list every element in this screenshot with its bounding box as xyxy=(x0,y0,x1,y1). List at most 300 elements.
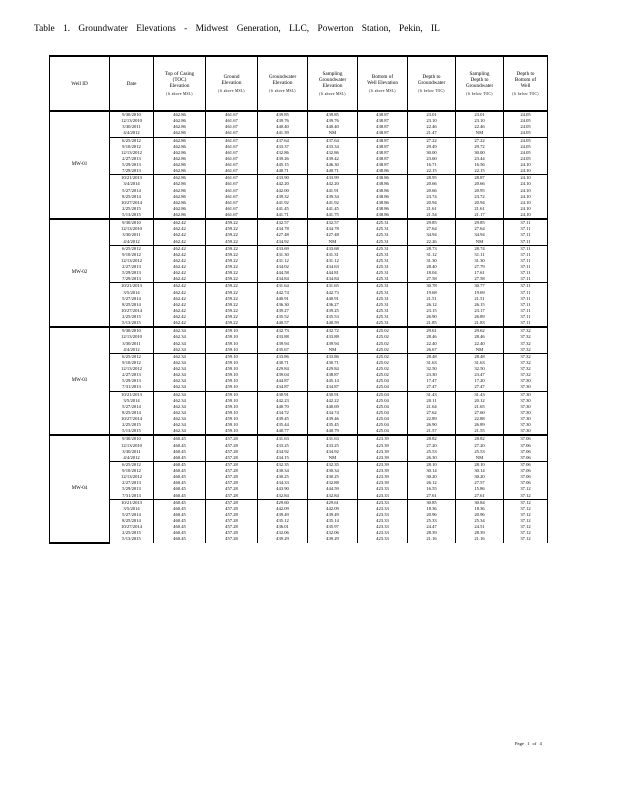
table-cell: 460.45 xyxy=(154,518,206,524)
table-row xyxy=(50,536,548,542)
table-cell: 441.92 xyxy=(258,200,308,206)
table-cell: 24.10 xyxy=(504,194,548,200)
table-cell: 459.22 xyxy=(206,239,258,246)
table-cell: 438.86 xyxy=(358,200,408,206)
table-cell: 2/25/2015 xyxy=(110,206,154,212)
table-cell: 30.14 xyxy=(408,468,456,474)
table-cell: 460.45 xyxy=(154,499,206,506)
table-cell: 30.20 xyxy=(456,474,504,480)
table-cell: 457.28 xyxy=(206,518,258,524)
table-cell: 442.22 xyxy=(308,398,358,404)
table-cell: 7/29/2013 xyxy=(110,276,154,283)
table-cell: 17.61 xyxy=(456,270,504,276)
table-cell: 21.57 xyxy=(408,428,456,435)
table-cell: 24.10 xyxy=(504,206,548,212)
table-cell: 4/4/2012 xyxy=(110,239,154,246)
table-cell: 431.64 xyxy=(258,283,308,290)
table-cell: 459.10 xyxy=(206,404,258,410)
table-cell: 457.28 xyxy=(206,435,258,442)
table-cell: 462.86 xyxy=(154,144,206,150)
table-cell: 3/30/2011 xyxy=(110,449,154,455)
table-cell: 431.12 xyxy=(308,258,358,264)
table-cell: 37.11 xyxy=(504,232,548,238)
table-cell: 8/25/2014 xyxy=(110,302,154,308)
table-header xyxy=(50,56,548,111)
table-cell: 462.42 xyxy=(154,283,206,290)
column-header-line: Date xyxy=(126,80,137,87)
table-cell: 27.62 xyxy=(408,410,456,416)
table-row xyxy=(50,327,548,334)
table-cell: 37.32 xyxy=(504,353,548,360)
column-header xyxy=(456,56,504,111)
table-cell: 425.31 xyxy=(358,226,408,232)
table-cell: 436.30 xyxy=(258,302,308,308)
table-cell: 461.67 xyxy=(206,194,258,200)
table-cell: 425.31 xyxy=(358,258,408,264)
column-header xyxy=(206,56,258,111)
table-cell: 21.65 xyxy=(456,404,504,410)
table-cell: 436.27 xyxy=(308,302,358,308)
table-cell: 16.56 xyxy=(456,162,504,168)
table-cell: 26.89 xyxy=(456,422,504,428)
table-row xyxy=(50,353,548,360)
table-cell: 30.85 xyxy=(408,499,456,506)
table-cell: 457.28 xyxy=(206,449,258,455)
table-cell: 10/27/2014 xyxy=(110,416,154,422)
table-cell: 439.49 xyxy=(308,512,358,518)
table-cell: 423.33 xyxy=(358,486,408,492)
table-cell: 425.04 xyxy=(358,391,408,398)
table-cell: 439.49 xyxy=(258,512,308,518)
table-cell: 21.16 xyxy=(456,536,504,542)
table-cell: 457.28 xyxy=(206,506,258,512)
table-cell: 27.79 xyxy=(456,264,504,270)
table-cell: 423.33 xyxy=(358,530,408,536)
table-cell: 462.42 xyxy=(154,320,206,327)
table-cell: 434.87 xyxy=(258,384,308,391)
table-cell: 37.12 xyxy=(504,512,548,518)
table-cell: 462.42 xyxy=(154,258,206,264)
table-cell: 433.88 xyxy=(308,334,358,340)
table-cell: 425.02 xyxy=(358,353,408,360)
table-cell: 27.64 xyxy=(408,226,456,232)
table-cell: NM xyxy=(456,347,504,354)
table-cell: 430.34 xyxy=(258,468,308,474)
table-cell: 462.34 xyxy=(154,410,206,416)
table-cell: 462.86 xyxy=(154,111,206,118)
table-cell: 5/13/2015 xyxy=(110,428,154,435)
table-cell: 462.86 xyxy=(154,181,206,187)
table-cell: 462.34 xyxy=(154,327,206,334)
column-header-line: Elevation xyxy=(322,83,343,89)
table-cell: 434.78 xyxy=(258,226,308,232)
table-cell: 9/30/2010 xyxy=(110,111,154,118)
table-cell: 462.42 xyxy=(154,219,206,226)
table-cell: 442.09 xyxy=(258,506,308,512)
table-cell: 30.00 xyxy=(456,150,504,156)
table-cell: 37.11 xyxy=(504,270,548,276)
table-cell: 10/27/2014 xyxy=(110,308,154,314)
table-cell: 3/4/2014 xyxy=(110,181,154,187)
table-cell: 430.34 xyxy=(308,468,358,474)
table-cell: 27.61 xyxy=(456,493,504,500)
table-cell: 29.72 xyxy=(456,144,504,150)
table-cell: 28.74 xyxy=(456,245,504,252)
table-cell: 30.77 xyxy=(456,283,504,290)
table-cell: 28.10 xyxy=(408,461,456,468)
table-cell: 37.11 xyxy=(504,308,548,314)
table-cell: 433.90 xyxy=(258,175,308,182)
table-cell: 4/4/2012 xyxy=(110,347,154,354)
table-cell: 31.30 xyxy=(408,258,456,264)
column-header-line: Sampling xyxy=(322,71,343,77)
table-cell: 438.86 xyxy=(358,188,408,194)
table-cell: 459.22 xyxy=(206,252,258,258)
table-cell: 457.28 xyxy=(206,486,258,492)
table-cell: 461.67 xyxy=(206,206,258,212)
table-cell: 31.30 xyxy=(456,258,504,264)
table-cell: 435.12 xyxy=(258,518,308,524)
table-cell: 461.67 xyxy=(206,111,258,118)
table-cell: 20.96 xyxy=(408,512,456,518)
table-cell: 439.76 xyxy=(308,118,358,124)
table-cell: 20.95 xyxy=(456,188,504,194)
table-cell: 37.32 xyxy=(504,366,548,372)
table-cell: 459.10 xyxy=(206,347,258,354)
table-cell: 461.67 xyxy=(206,144,258,150)
table-cell: 25.53 xyxy=(456,449,504,455)
table-cell: 21.47 xyxy=(408,130,456,137)
table-cell: 37.32 xyxy=(504,372,548,378)
table-cell: 17.47 xyxy=(408,378,456,384)
table-cell: 439.25 xyxy=(308,308,358,314)
table-cell: 7/31/2013 xyxy=(110,384,154,391)
table-cell: 26.15 xyxy=(456,302,504,308)
table-cell: 19.68 xyxy=(408,290,456,296)
table-cell: 425.31 xyxy=(358,296,408,302)
table-cell: 461.67 xyxy=(206,137,258,144)
table-cell: 425.04 xyxy=(358,422,408,428)
table-cell: 462.34 xyxy=(154,366,206,372)
table-cell: 462.86 xyxy=(154,194,206,200)
table-cell: 31.63 xyxy=(408,360,456,366)
table-cell: 23.72 xyxy=(456,194,504,200)
table-cell: 438.87 xyxy=(358,156,408,162)
table-cell: 459.22 xyxy=(206,276,258,283)
table-cell: 8/25/2014 xyxy=(110,194,154,200)
table-cell: 37.11 xyxy=(504,226,548,232)
table-cell: 425.02 xyxy=(358,347,408,354)
table-cell: 425.31 xyxy=(358,314,408,320)
table-cell: 430.71 xyxy=(308,360,358,366)
table-cell: 462.34 xyxy=(154,422,206,428)
table-cell: 460.45 xyxy=(154,474,206,480)
table-cell: 29.85 xyxy=(456,219,504,226)
table-row xyxy=(50,168,548,175)
table-cell: 460.45 xyxy=(154,443,206,449)
table-cell: 457.28 xyxy=(206,461,258,468)
table-cell: 432.72 xyxy=(308,327,358,334)
table-cell: 24.05 xyxy=(504,137,548,144)
table-cell: 431.63 xyxy=(308,435,358,442)
table-cell: 37.30 xyxy=(504,391,548,398)
table-cell: 30.84 xyxy=(456,499,504,506)
column-header-line: Elevation xyxy=(272,80,293,86)
table-cell: 432.35 xyxy=(258,461,308,468)
table-cell: 425.04 xyxy=(358,384,408,391)
column-unit: (ft above MSL) xyxy=(218,89,245,93)
column-header xyxy=(258,56,308,111)
table-cell: 457.28 xyxy=(206,499,258,506)
table-cell: 432.57 xyxy=(258,219,308,226)
table-cell: 425.31 xyxy=(358,245,408,252)
table-cell: 37.11 xyxy=(504,264,548,270)
table-cell: 437.64 xyxy=(258,137,308,144)
table-cell: 461.67 xyxy=(206,124,258,130)
table-cell: 37.11 xyxy=(504,239,548,246)
table-cell: 457.28 xyxy=(206,530,258,536)
table-cell: 2/25/2015 xyxy=(110,314,154,320)
table-cell: 429.60 xyxy=(258,499,308,506)
table-cell: 462.42 xyxy=(154,245,206,252)
table-cell: 432.88 xyxy=(308,480,358,486)
table-cell: 26.90 xyxy=(408,314,456,320)
table-cell: 457.28 xyxy=(206,468,258,474)
table-cell: 441.39 xyxy=(258,130,308,137)
table-cell: 432.57 xyxy=(308,219,358,226)
column-header xyxy=(154,56,206,111)
table-cell: 19.69 xyxy=(456,290,504,296)
table-cell: 433.69 xyxy=(258,245,308,252)
table-cell: 28.39 xyxy=(456,530,504,536)
table-cell: 6/25/2012 xyxy=(110,245,154,252)
table-cell: 460.45 xyxy=(154,468,206,474)
table-cell: 462.42 xyxy=(154,252,206,258)
table-cell: 438.87 xyxy=(358,111,408,118)
table-cell: 462.42 xyxy=(154,270,206,276)
table-cell: 37.11 xyxy=(504,314,548,320)
table-cell: 459.10 xyxy=(206,360,258,366)
column-header-line: Depth to xyxy=(422,74,441,80)
table-cell: 437.64 xyxy=(308,137,358,144)
table-cell: 21.64 xyxy=(408,404,456,410)
well-id: MW-01 xyxy=(50,111,110,219)
table-cell: 26.90 xyxy=(408,422,456,428)
table-row xyxy=(50,428,548,435)
table-cell: 24.05 xyxy=(504,111,548,118)
table-cell: NM xyxy=(308,239,358,246)
table-cell: 21.51 xyxy=(456,296,504,302)
table-cell: 9/30/2010 xyxy=(110,219,154,226)
table-cell: 37.30 xyxy=(504,404,548,410)
table-cell: 430.25 xyxy=(308,474,358,480)
table-cell: 37.32 xyxy=(504,327,548,334)
table-cell: 434.84 xyxy=(308,276,358,283)
table-cell: 425.31 xyxy=(358,302,408,308)
table-cell: 461.67 xyxy=(206,188,258,194)
table-cell: 461.67 xyxy=(206,130,258,137)
table-cell: 461.67 xyxy=(206,181,258,187)
table-cell: 9/10/2012 xyxy=(110,144,154,150)
table-cell: 5/29/2013 xyxy=(110,270,154,276)
table-cell: 457.28 xyxy=(206,524,258,530)
table-cell: 37.12 xyxy=(504,486,548,492)
table-cell: 37.06 xyxy=(504,468,548,474)
table-cell: 457.28 xyxy=(206,443,258,449)
table-cell: 22.40 xyxy=(408,341,456,347)
table-cell: 439.32 xyxy=(258,194,308,200)
table-cell: 5/29/2013 xyxy=(110,378,154,384)
table-cell: NM xyxy=(308,347,358,354)
table-cell: 31.63 xyxy=(456,360,504,366)
table-cell: 29.61 xyxy=(408,327,456,334)
table-cell: 30.20 xyxy=(408,474,456,480)
table-cell: 24.10 xyxy=(504,168,548,175)
table-cell: 21.61 xyxy=(408,206,456,212)
table-cell: 438.86 xyxy=(358,206,408,212)
table-cell: 423.39 xyxy=(358,461,408,468)
table-cell: 37.12 xyxy=(504,506,548,512)
table-cell: 423.39 xyxy=(358,443,408,449)
table-cell: 459.22 xyxy=(206,264,258,270)
table-cell: 29.49 xyxy=(408,144,456,150)
table-cell: 427.48 xyxy=(258,232,308,238)
table-cell: 21.17 xyxy=(456,212,504,219)
table-cell: 27.57 xyxy=(456,480,504,486)
table-cell: 22.46 xyxy=(456,124,504,130)
table-cell: 429.84 xyxy=(258,366,308,372)
table-cell: 440.40 xyxy=(258,124,308,130)
table-cell: 435.52 xyxy=(258,314,308,320)
table-cell: 431.63 xyxy=(258,435,308,442)
table-cell: 28.48 xyxy=(408,353,456,360)
table-cell: 438.87 xyxy=(358,150,408,156)
table-cell: 3/5/2014 xyxy=(110,398,154,404)
table-cell: 27.47 xyxy=(456,384,504,391)
table-cell: 32.50 xyxy=(408,366,456,372)
table-cell: 423.39 xyxy=(358,468,408,474)
table-cell: 432.06 xyxy=(258,530,308,536)
table-cell: 37.06 xyxy=(504,443,548,449)
column-unit: (ft above MSL) xyxy=(369,89,396,93)
table-cell: 438.86 xyxy=(358,175,408,182)
column-header-line: Elevation xyxy=(221,80,242,86)
table-cell: 435.44 xyxy=(258,422,308,428)
table-row xyxy=(50,137,548,144)
table-cell: 446.30 xyxy=(308,162,358,168)
table-cell: 461.67 xyxy=(206,200,258,206)
table-cell: 37.30 xyxy=(504,416,548,422)
table-cell: 459.22 xyxy=(206,283,258,290)
table-cell: 20.94 xyxy=(408,200,456,206)
table-row xyxy=(50,461,548,468)
table-cell: 443.90 xyxy=(258,486,308,492)
table-cell: 4/4/2012 xyxy=(110,455,154,462)
table-cell: 9/30/2010 xyxy=(110,435,154,442)
table-cell: 438.87 xyxy=(358,162,408,168)
column-header-line: Depth to xyxy=(516,71,535,77)
table-cell: 23.17 xyxy=(456,308,504,314)
table-cell: 18.36 xyxy=(456,506,504,512)
table-cell: 434.15 xyxy=(258,455,308,462)
table-cell: 438.87 xyxy=(358,124,408,130)
table-cell: 26.89 xyxy=(456,314,504,320)
table-cell: 24.05 xyxy=(504,118,548,124)
table-cell: 37.12 xyxy=(504,524,548,530)
table-cell: 434.74 xyxy=(308,410,358,416)
table-row xyxy=(50,283,548,290)
table-cell: 37.12 xyxy=(504,518,548,524)
table-cell: 27.22 xyxy=(456,137,504,144)
table-cell: 37.30 xyxy=(504,398,548,404)
table-cell: 37.11 xyxy=(504,245,548,252)
table-cell: 425.31 xyxy=(358,320,408,327)
column-header-line: Bottom of xyxy=(514,77,537,83)
table-cell: 37.11 xyxy=(504,320,548,327)
column-header xyxy=(504,56,548,111)
table-cell: 432.35 xyxy=(308,461,358,468)
table-cell: 442.00 xyxy=(258,188,308,194)
table-cell: 425.02 xyxy=(358,366,408,372)
table-cell: 20.12 xyxy=(456,398,504,404)
table-cell: 459.10 xyxy=(206,353,258,360)
table-cell: 459.22 xyxy=(206,219,258,226)
table-cell: 433.68 xyxy=(308,245,358,252)
table-cell: 5/13/2015 xyxy=(110,320,154,327)
table-cell: 434.33 xyxy=(258,480,308,486)
table-cell: 5/29/2013 xyxy=(110,162,154,168)
table-cell: 459.10 xyxy=(206,366,258,372)
table-cell: 434.78 xyxy=(308,226,358,232)
table-cell: 462.86 xyxy=(154,150,206,156)
column-header-line: Groundwater xyxy=(417,80,446,86)
table-cell: 21.61 xyxy=(456,206,504,212)
table-cell: 37.06 xyxy=(504,449,548,455)
table-cell: 462.34 xyxy=(154,372,206,378)
table-cell: 440.79 xyxy=(308,428,358,435)
table-cell: 423.39 xyxy=(358,474,408,480)
column-header xyxy=(408,56,456,111)
table-cell: 462.86 xyxy=(154,156,206,162)
table-cell: 462.86 xyxy=(154,206,206,212)
table-cell: 460.45 xyxy=(154,455,206,462)
table-cell: 21.51 xyxy=(408,296,456,302)
table-cell: 12/13/2012 xyxy=(110,258,154,264)
table-cell: 462.86 xyxy=(154,124,206,130)
table-cell: 10/21/2013 xyxy=(110,499,154,506)
table-cell: 439.76 xyxy=(258,118,308,124)
table-cell: 460.45 xyxy=(154,512,206,518)
table-cell: 5/13/2015 xyxy=(110,536,154,542)
table-cell: 439.94 xyxy=(258,341,308,347)
table-cell: 433.86 xyxy=(308,353,358,360)
table-cell: 462.42 xyxy=(154,264,206,270)
table-cell: 433.88 xyxy=(258,334,308,340)
column-header xyxy=(308,56,358,111)
table-cell: 462.86 xyxy=(154,168,206,175)
table-cell: 433.25 xyxy=(308,443,358,449)
table-cell: 434.02 xyxy=(258,264,308,270)
table-cell: 433.99 xyxy=(308,175,358,182)
table-cell: 435.67 xyxy=(258,347,308,354)
column-unit: (ft above MSL) xyxy=(319,92,346,96)
table-cell: 459.10 xyxy=(206,384,258,391)
table-cell: 462.86 xyxy=(154,212,206,219)
table-cell: 29.85 xyxy=(408,219,456,226)
table-cell: 439.26 xyxy=(258,156,308,162)
table-cell: 37.11 xyxy=(504,283,548,290)
table-cell: 423.39 xyxy=(358,455,408,462)
